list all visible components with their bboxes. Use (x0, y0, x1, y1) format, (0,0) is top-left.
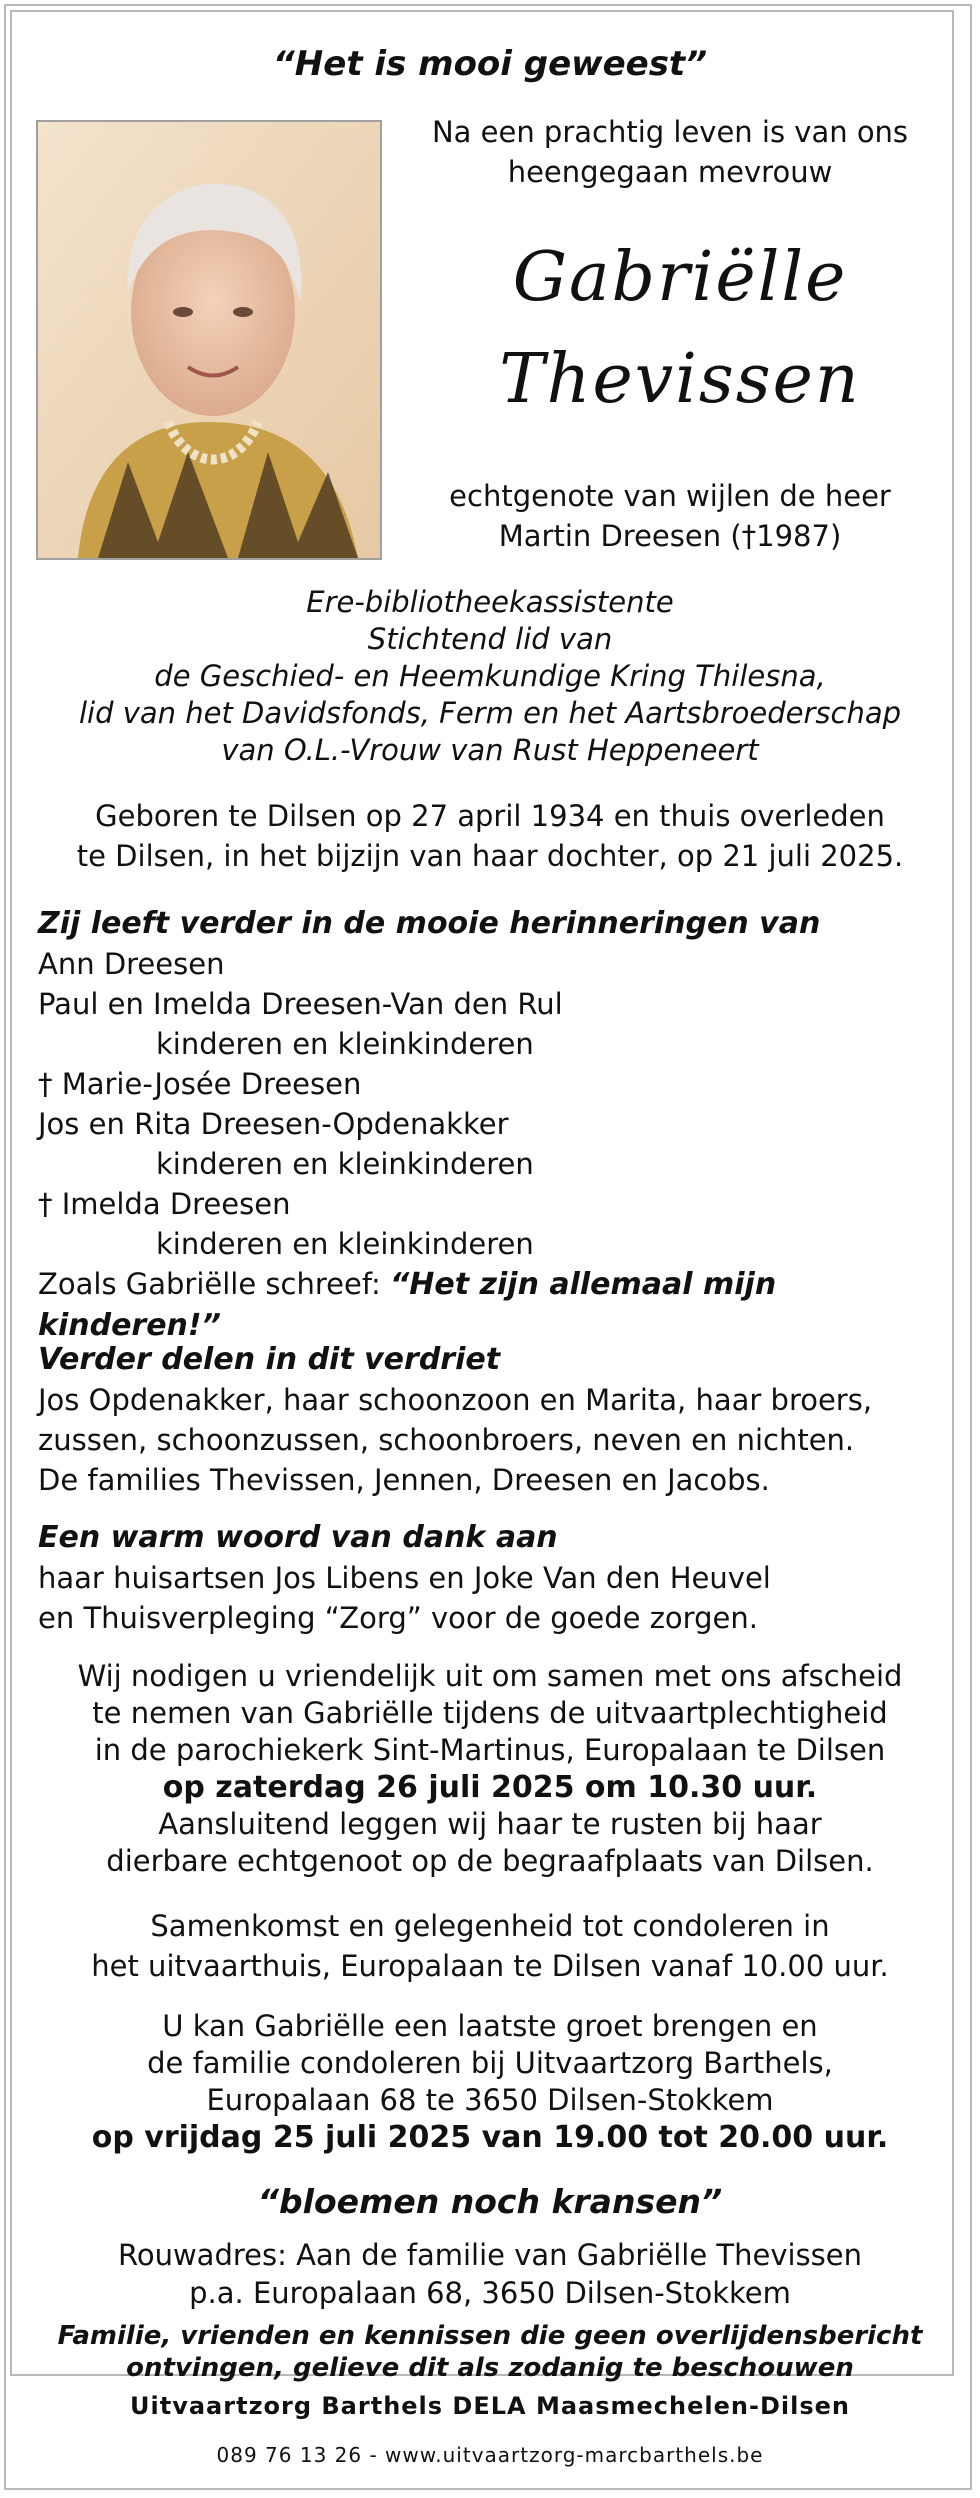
deceased-last-name: Thevissen (499, 340, 861, 419)
visit-line: U kan Gabriëlle een laatste groet brengen en (162, 2009, 818, 2043)
family-line: Ann Dreesen (38, 947, 225, 981)
thanks-section (38, 1518, 948, 1638)
ceremony-date: op zaterdag 26 juli 2025 om 10.30 uur. (162, 1770, 818, 1805)
title-line: Stichtend lid van (367, 622, 613, 656)
title-line: Ere-bibliotheekassistente (306, 585, 674, 619)
ceremony-line: te nemen van Gabriëlle tijdens de uitvaartplechtigheid (92, 1696, 888, 1730)
sorrow-line: De families Thevissen, Jennen, Dreesen en Jacobs. (38, 1463, 770, 1497)
visit-section (0, 2008, 980, 2156)
ceremony-after-line: dierbare echtgenoot op de begraafplaats van Dilsen. (106, 1844, 874, 1878)
visit-date: op vrijdag 25 juli 2025 van 19.00 tot 20.00 uur. (91, 2120, 889, 2155)
motto: “Het is mooi geweest” (272, 44, 708, 84)
title-line: lid van het Davidsfonds, Ferm en het Aartsbroederschap (78, 696, 902, 730)
family-heading: Zij leeft verder in de mooie herinneringen van (38, 906, 821, 941)
title-line: van O.L.-Vrouw van Rust Heppeneert (221, 733, 759, 767)
flowers-notice: “bloemen noch kransen” (257, 2182, 723, 2221)
family-line: kinderen en kleinkinderen (156, 1027, 534, 1061)
gathering-line: Samenkomst en gelegenheid tot condoleren in (150, 1909, 830, 1943)
address-section (0, 2236, 980, 2312)
gathering-section (0, 1906, 980, 1986)
gathering-line: het uitvaarthuis, Europalaan te Dilsen vanaf 10.00 uur. (91, 1949, 889, 1983)
titles-block (0, 584, 980, 769)
ceremony-line: in de parochiekerk Sint-Martinus, Europalaan te Dilsen (94, 1733, 886, 1767)
family-line: † Imelda Dreesen (38, 1187, 291, 1221)
deceased-first-name: Gabriëlle (512, 238, 848, 317)
notice-line: ontvingen, gelieve dit als zodanig te beschouwen (126, 2353, 854, 2383)
ceremony-after-line: Aansluitend leggen wij haar te rusten bij haar (158, 1807, 822, 1841)
spouse-line: echtgenote van wijlen de heer (449, 479, 891, 513)
sorrow-line: zussen, schoonzussen, schoonbroers, neven en nichten. (38, 1423, 855, 1457)
address-line: Rouwadres: Aan de familie van Gabriëlle Thevissen (117, 2238, 862, 2272)
family-line: kinderen en kleinkinderen (156, 1227, 534, 1261)
title-line: de Geschied- en Heemkundige Kring Thilesna, (154, 659, 826, 693)
visit-line: de familie condoleren bij Uitvaartzorg Barthels, (147, 2046, 833, 2080)
born-line: Geboren te Dilsen op 27 april 1934 en thuis overleden (95, 799, 885, 833)
ceremony-line: Wij nodigen u vriendelijk uit om samen met ons afscheid (77, 1659, 903, 1693)
family-quote: “Het zijn allemaal mijn kinderen!” (38, 1267, 777, 1343)
thanks-line: en Thuisverpleging “Zorg” voor de goede zorgen. (38, 1601, 758, 1635)
notice-line: Familie, vrienden en kennissen die geen overlijdensbericht (57, 2321, 923, 2351)
portrait-image (38, 122, 380, 558)
intro-line: heengegaan mevrouw (507, 155, 833, 189)
family-section (38, 904, 948, 1346)
spouse-line: Martin Dreesen (†1987) (498, 519, 842, 553)
visit-line: Europalaan 68 te 3650 Dilsen-Stokkem (206, 2083, 774, 2117)
birth-death-text (0, 796, 980, 876)
sorrow-section (38, 1340, 948, 1500)
portrait-photo (36, 120, 382, 560)
quote-prefix: Zoals Gabriëlle schreef: (38, 1267, 390, 1301)
family-quote-line (38, 1264, 948, 1346)
intro-line: Na een prachtig leven is van ons (431, 115, 909, 149)
intro-text (390, 112, 950, 192)
funeral-contact: 089 76 13 26 - www.uitvaartzorg-marcbarthels.be (216, 2443, 764, 2467)
address-line: p.a. Europalaan 68, 3650 Dilsen-Stokkem (189, 2276, 791, 2310)
family-line: Paul en Imelda Dreesen-Van den Rul (38, 987, 563, 1021)
ceremony-section (0, 1658, 980, 1880)
sorrow-line: Jos Opdenakker, haar schoonzoon en Marita, haar broers, (38, 1383, 873, 1417)
family-line: kinderen en kleinkinderen (156, 1147, 534, 1181)
born-line: te Dilsen, in het bijzijn van haar dochter, op 21 juli 2025. (76, 839, 904, 873)
spouse-text (390, 476, 950, 556)
family-line: † Marie-Josée Dreesen (38, 1067, 362, 1101)
sorrow-heading: Verder delen in dit verdriet (38, 1342, 501, 1377)
notice-section (0, 2320, 980, 2384)
funeral-company: Uitvaartzorg Barthels DELA Maasmechelen-Dilsen (130, 2392, 850, 2420)
thanks-heading: Een warm woord van dank aan (38, 1520, 558, 1555)
family-line: Jos en Rita Dreesen-Opdenakker (38, 1107, 509, 1141)
thanks-line: haar huisartsen Jos Libens en Joke Van den Heuvel (38, 1561, 771, 1595)
